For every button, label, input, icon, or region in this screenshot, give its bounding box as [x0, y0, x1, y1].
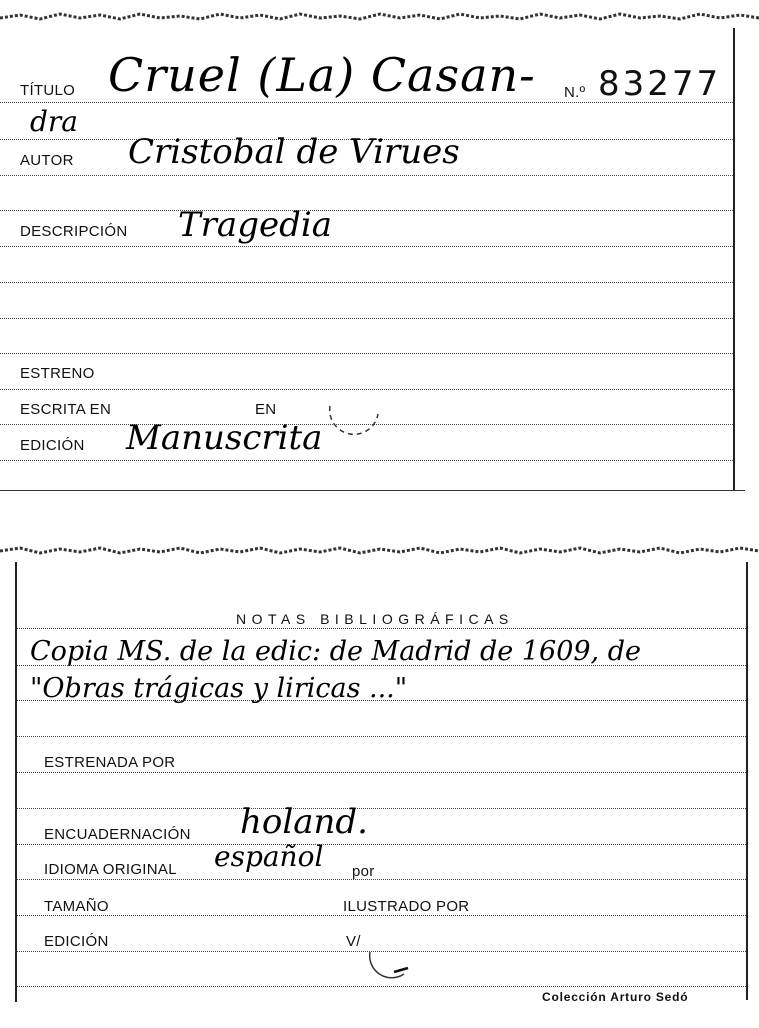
card-right-border	[746, 562, 748, 1000]
rule	[15, 844, 746, 845]
notas-line-1: Copia MS. de la edic: de Madrid de 1609, de	[30, 636, 641, 667]
rule	[15, 986, 746, 987]
punch-hole	[322, 398, 386, 462]
titulo-continuation: dra	[30, 105, 79, 138]
idioma-value: español	[214, 840, 324, 873]
escrita-en-label: ESCRITA EN	[20, 401, 112, 418]
ilustrado-por-label: ILUSTRADO POR	[343, 898, 470, 915]
notas-heading: NOTAS BIBLIOGRÁFICAS	[236, 611, 514, 627]
rule	[0, 389, 733, 390]
card-right-border	[733, 28, 735, 490]
catalog-card-front	[0, 0, 759, 495]
edicion-value: Manuscrita	[126, 418, 323, 458]
rule	[0, 318, 733, 319]
estreno-label: ESTRENO	[20, 365, 95, 382]
rule	[0, 282, 733, 283]
catalog-card-back	[0, 540, 759, 1028]
rule	[0, 210, 733, 211]
torn-edge	[0, 10, 759, 24]
encuadernacion-label: ENCUADERNACIÓN	[44, 826, 191, 843]
edicion-label: EDICIÓN	[44, 933, 109, 950]
descripcion-value: Tragedia	[178, 205, 332, 245]
tamano-label: TAMAÑO	[44, 898, 109, 915]
rule	[15, 879, 746, 880]
rule	[15, 808, 746, 809]
rule	[15, 628, 746, 629]
rule	[15, 736, 746, 737]
titulo-label: TÍTULO	[20, 82, 76, 99]
rule	[15, 915, 746, 916]
punch-hole	[360, 922, 420, 982]
notas-line-2: "Obras trágicas y liricas ..."	[30, 673, 408, 704]
edicion-label: EDICIÓN	[20, 437, 85, 454]
en-label: EN	[255, 401, 277, 418]
v-label: V/	[346, 933, 361, 950]
autor-label: AUTOR	[20, 152, 74, 169]
collection-stamp: Colección Arturo Sedó	[542, 990, 689, 1004]
autor-value: Cristobal de Virues	[128, 132, 460, 172]
descripcion-label: DESCRIPCIÓN	[20, 223, 128, 240]
numero-value: 83277	[598, 64, 722, 104]
rule	[0, 246, 733, 247]
encuadernacion-value: holand.	[240, 802, 368, 842]
torn-edge	[0, 544, 759, 558]
titulo-value: Cruel (La) Casan-	[108, 48, 536, 102]
numero-label: N.º	[564, 84, 586, 101]
rule	[0, 353, 733, 354]
card-bottom-edge	[0, 490, 745, 491]
por-label: por	[352, 863, 375, 880]
rule	[0, 175, 733, 176]
rule	[15, 772, 746, 773]
idioma-original-label: IDIOMA ORIGINAL	[44, 861, 177, 878]
estrenada-por-label: ESTRENADA POR	[44, 754, 176, 771]
